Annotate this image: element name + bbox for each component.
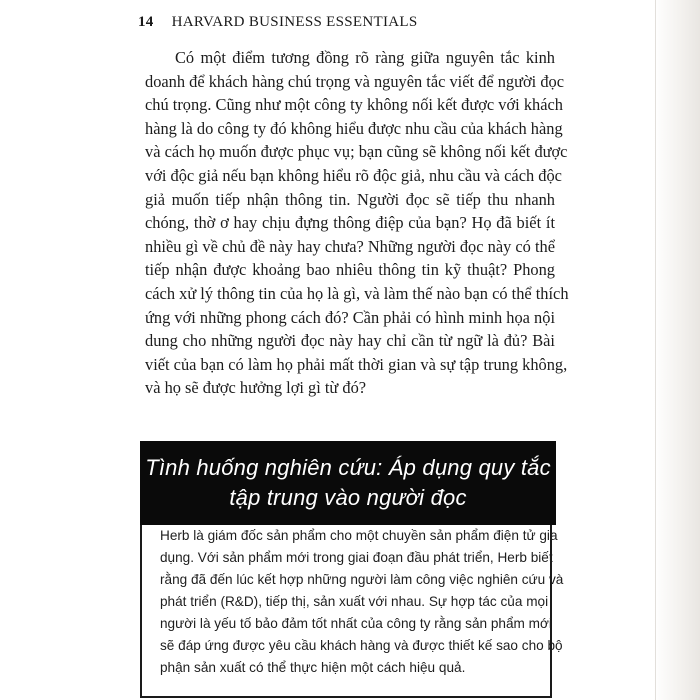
page-edge-shadow xyxy=(654,0,700,700)
case-line: phận sản xuất có thể thực hiện một cách hiệu quả. xyxy=(160,660,466,675)
body-line: và họ sẽ được hưởng lợi gì từ đó? xyxy=(145,378,367,398)
body-line: hàng là do công ty đó không hiểu được nhu cầu của khách hàng xyxy=(145,118,563,138)
body-line: giả muốn tiếp nhận thông tin. Người đọc sẽ tiếp thu nhanh xyxy=(145,189,555,209)
case-line: sẽ đáp ứng được yêu cầu khách hàng và được thiết kế sao cho bộ xyxy=(160,638,563,653)
page-number: 14 xyxy=(138,14,154,30)
case-study-banner xyxy=(140,441,556,525)
body-line: tiếp nhận được khoảng bao nhiêu thông tin kỹ thuật? Phong xyxy=(145,260,555,280)
book-title: HARVARD BUSINESS ESSENTIALS xyxy=(171,14,418,30)
case-line: dụng. Với sản phẩm mới trong giai đoạn đầu phát triển, Herb biết xyxy=(160,550,553,565)
running-head xyxy=(138,14,418,31)
case-study-title-line-2: tập trung vào người đọc xyxy=(229,485,467,510)
page-edge-line xyxy=(655,0,656,700)
body-line: viết của bạn có làm họ phải mất thời gian và sự tập trung không, xyxy=(145,354,568,374)
body-line: Có một điểm tương đồng rõ ràng giữa nguyên tắc kinh xyxy=(175,48,555,67)
body-line: dung cho những người đọc này hay chỉ cần từ ngữ là đủ? Bài xyxy=(145,331,555,351)
body-line: với độc giả nếu bạn không hiểu rõ độc giả, nhu cầu và cách độc xyxy=(145,165,562,185)
case-line: Herb là giám đốc sản phẩm cho một chuyền sản phẩm điện tử gia xyxy=(160,528,558,543)
body-line: chú trọng. Cũng như một công ty không nối kết được với khách xyxy=(145,95,563,115)
body-line: và cách họ muốn được phục vụ; bạn cũng sẽ không nối kết được xyxy=(145,142,568,162)
body-line: doanh để khách hàng chú trọng và nguyên tắc viết để người đọc xyxy=(145,71,564,91)
case-line: phát triển (R&D), tiếp thị, sản xuất với nhau. Sự hợp tác của mọi xyxy=(160,594,549,609)
case-study-text xyxy=(160,525,564,679)
case-study-title-line-1: Tình huống nghiên cứu: Áp dụng quy tắc xyxy=(145,455,551,480)
body-line: chóng, thờ ơ hay chịu đựng thông điệp của bạn? Họ đã biết ít xyxy=(145,213,555,233)
body-line: cách xử lý thông tin của họ là gì, và làm thế nào bạn có thể thích xyxy=(145,283,569,303)
body-line: nhiều gì về chủ đề này hay chưa? Những người đọc này có thể xyxy=(145,236,555,256)
body-paragraph xyxy=(145,46,569,400)
case-line: người là yếu tố bảo đảm tốt nhất của công ty rằng sản phẩm mới xyxy=(160,616,552,631)
body-line: ứng với những phong cách đó? Cần phải có hình minh họa nội xyxy=(145,307,555,327)
case-line: rằng đã đến lúc kết hợp những người làm công việc nghiên cứu và xyxy=(160,572,564,587)
